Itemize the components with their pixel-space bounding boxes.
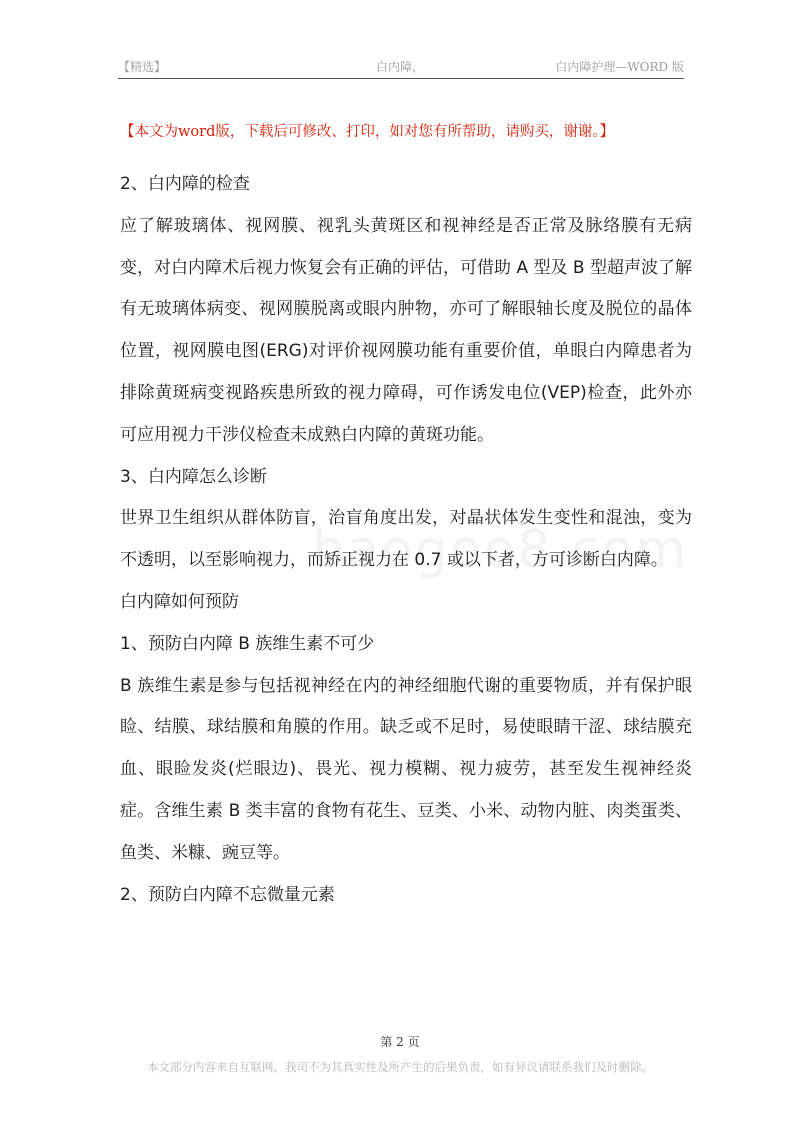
section-heading-diagnosis: 3、白内障怎么诊断 (120, 466, 267, 487)
document-body (120, 164, 692, 916)
download-notice: 【本文为word版，下载后可修改、打印，如对您有所帮助，请购买，谢谢。】 (120, 124, 615, 140)
section-heading-vitamin-b: 1、预防白内障 B 族维生素不可少 (120, 633, 375, 654)
header-divider (118, 78, 684, 79)
section-heading-examination: 2、白内障的检查 (120, 174, 250, 194)
footer-disclaimer: 本文部分内容来自互联网，我司不为其真实性及所产生的后果负责，如有异议请联系我们及时删除。 (147, 1060, 653, 1074)
paragraph-vitamin-b: B 族维生素是参与包括视神经在内的神经细胞代谢的重要物质，并有保护眼睑、结膜、球结膜和角膜的作用。缺乏或不足时，易使眼睛干涩、球结膜充血、眼睑发炎(烂眼边)、畏光、视力模糊、视力疲劳，甚至发生视神经炎症。含维生素 B 类丰富的食物有花生、豆类、小米、动物内脏、肉类蛋类、鱼类、米糠、豌豆等。 (120, 675, 692, 863)
paragraph-examination: 应了解玻璃体、视网膜、视乳头黄斑区和视神经是否正常及脉络膜有无病变，对白内障术后视力恢复会有正确的评估，可借助 A 型及 B 型超声波了解有无玻璃体病变、视网膜脱离或眼内肿物，亦可了解眼轴长度及脱位的晶体位置，视网膜电图(ERG)对评价视网膜功能有重要价值，单眼白内障患者为排除黄斑病变视路疾患所致的视力障碍，可作诱发电位(VEP)检查，此外亦可应用视力干涉仪检查未成熟白内障的黄斑功能。 (120, 215, 692, 445)
header-right-label: 白内障护理—WORD 版 (555, 60, 684, 74)
section-heading-prevention: 白内障如何预防 (120, 591, 239, 612)
header-center-label: 白内障， (376, 60, 425, 74)
page-header (118, 58, 684, 78)
page-number: 第 2 页 (380, 1035, 420, 1049)
section-heading-trace-elements: 2、预防白内障不忘微量元素 (120, 884, 335, 905)
header-left-label: 【精选】 (118, 60, 167, 74)
paragraph-diagnosis: 世界卫生组织从群体防盲，治盲角度出发，对晶状体发生变性和混浊，变为不透明，以至影响视力，而矫正视力在 0.7 或以下者，方可诊断白内障。 (120, 508, 692, 571)
